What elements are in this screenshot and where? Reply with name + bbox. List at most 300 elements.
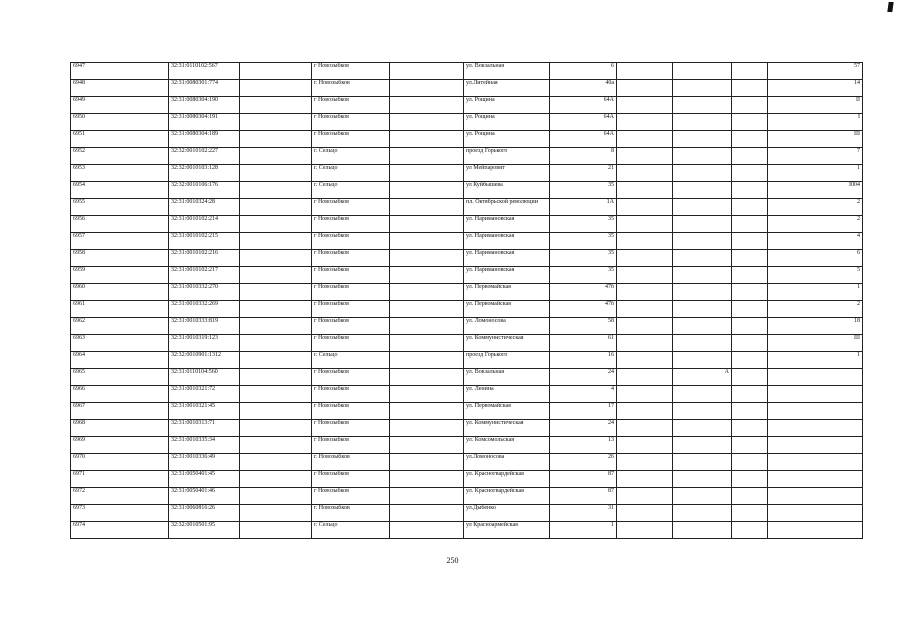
house-number-cell: 35 bbox=[550, 250, 617, 267]
empty-cell bbox=[732, 437, 768, 454]
street-cell: ул. Коммунистическая bbox=[464, 420, 550, 437]
row-number-cell: 6966 bbox=[71, 386, 169, 403]
empty-cell bbox=[617, 131, 673, 148]
empty-cell bbox=[390, 522, 464, 539]
empty-cell bbox=[390, 301, 464, 318]
city-cell: г. Сельцо bbox=[312, 352, 390, 369]
street-cell: ул. Комсомольская bbox=[464, 437, 550, 454]
empty-cell bbox=[390, 318, 464, 335]
house-letter-cell bbox=[673, 216, 732, 233]
empty-cell bbox=[732, 233, 768, 250]
empty-cell bbox=[390, 182, 464, 199]
house-number-cell: 24 bbox=[550, 369, 617, 386]
empty-cell bbox=[732, 420, 768, 437]
city-cell: г Новозыбков bbox=[312, 386, 390, 403]
empty-cell bbox=[240, 301, 312, 318]
house-number-cell: 35 bbox=[550, 233, 617, 250]
house-letter-cell bbox=[673, 403, 732, 420]
apartment-number-cell bbox=[768, 522, 863, 539]
empty-cell bbox=[732, 250, 768, 267]
empty-cell bbox=[617, 301, 673, 318]
row-number-cell: 6968 bbox=[71, 420, 169, 437]
house-number-cell: 87 bbox=[550, 488, 617, 505]
empty-cell bbox=[240, 80, 312, 97]
house-number-cell: 24 bbox=[550, 420, 617, 437]
table-row bbox=[71, 437, 863, 454]
city-cell: г Новозыбков bbox=[312, 284, 390, 301]
empty-cell bbox=[240, 488, 312, 505]
table-row bbox=[71, 131, 863, 148]
street-cell: ул. Коммунистическая bbox=[464, 335, 550, 352]
empty-cell bbox=[240, 250, 312, 267]
house-letter-cell bbox=[673, 386, 732, 403]
street-cell: ул.Ломоносова bbox=[464, 454, 550, 471]
street-cell: ул. Наримановская bbox=[464, 216, 550, 233]
empty-cell bbox=[617, 233, 673, 250]
row-number-cell: 6972 bbox=[71, 488, 169, 505]
street-cell: ул. Вокзальная bbox=[464, 369, 550, 386]
empty-cell bbox=[732, 403, 768, 420]
house-letter-cell bbox=[673, 250, 732, 267]
empty-cell bbox=[390, 284, 464, 301]
cadastral-number-cell: 32:31:0010335:34 bbox=[169, 437, 240, 454]
empty-cell bbox=[732, 216, 768, 233]
cadastral-number-cell: 32:31:0050401:46 bbox=[169, 488, 240, 505]
table-row bbox=[71, 216, 863, 233]
empty-cell bbox=[240, 437, 312, 454]
house-letter-cell bbox=[673, 471, 732, 488]
cadastral-number-cell: 32:31:0110104:560 bbox=[169, 369, 240, 386]
apartment-number-cell bbox=[768, 437, 863, 454]
empty-cell bbox=[390, 233, 464, 250]
apartment-number-cell: 57 bbox=[768, 63, 863, 80]
city-cell: г. Сельцо bbox=[312, 522, 390, 539]
empty-cell bbox=[617, 403, 673, 420]
table-row bbox=[71, 488, 863, 505]
street-cell: ул. Красногвардейская bbox=[464, 488, 550, 505]
empty-cell bbox=[617, 199, 673, 216]
empty-cell bbox=[390, 63, 464, 80]
house-letter-cell bbox=[673, 148, 732, 165]
house-number-cell: 64А bbox=[550, 114, 617, 131]
city-cell: г. Сельцо bbox=[312, 148, 390, 165]
empty-cell bbox=[390, 488, 464, 505]
city-cell: г Новозыбков bbox=[312, 301, 390, 318]
house-number-cell: 47б bbox=[550, 284, 617, 301]
empty-cell bbox=[617, 182, 673, 199]
cadastral-number-cell: 32:32:0010106:176 bbox=[169, 182, 240, 199]
house-number-cell: 64А bbox=[550, 131, 617, 148]
street-cell: ул. Ломоносова bbox=[464, 318, 550, 335]
table-row bbox=[71, 233, 863, 250]
house-number-cell: 31 bbox=[550, 505, 617, 522]
empty-cell bbox=[390, 165, 464, 182]
registry-body bbox=[71, 63, 863, 539]
cadastral-number-cell: 32:32:0010102:227 bbox=[169, 148, 240, 165]
cadastral-number-cell: 32:31:0050401:45 bbox=[169, 471, 240, 488]
table-row bbox=[71, 335, 863, 352]
empty-cell bbox=[390, 216, 464, 233]
apartment-number-cell: 1 bbox=[768, 284, 863, 301]
empty-cell bbox=[732, 335, 768, 352]
street-cell: ул. Наримановская bbox=[464, 267, 550, 284]
empty-cell bbox=[240, 505, 312, 522]
street-cell: пл. Октябрьской революции bbox=[464, 199, 550, 216]
apartment-number-cell bbox=[768, 505, 863, 522]
apartment-number-cell bbox=[768, 488, 863, 505]
cadastral-number-cell: 32:31:0110102:567 bbox=[169, 63, 240, 80]
street-cell: ул. Рощина bbox=[464, 131, 550, 148]
empty-cell bbox=[732, 522, 768, 539]
empty-cell bbox=[390, 250, 464, 267]
cadastral-number-cell: 32:31:0010102:216 bbox=[169, 250, 240, 267]
table-row bbox=[71, 454, 863, 471]
house-letter-cell bbox=[673, 97, 732, 114]
house-number-cell: 16 bbox=[550, 352, 617, 369]
empty-cell bbox=[732, 182, 768, 199]
empty-cell bbox=[390, 267, 464, 284]
house-letter-cell bbox=[673, 488, 732, 505]
empty-cell bbox=[732, 63, 768, 80]
house-number-cell: 4 bbox=[550, 386, 617, 403]
house-number-cell: 40а bbox=[550, 80, 617, 97]
city-cell: г Новозыбков bbox=[312, 250, 390, 267]
empty-cell bbox=[617, 250, 673, 267]
cadastral-number-cell: 32:31:0080304:190 bbox=[169, 97, 240, 114]
street-cell: ул. Вокзальная bbox=[464, 63, 550, 80]
cadastral-number-cell: 32:32:0010103:128 bbox=[169, 165, 240, 182]
empty-cell bbox=[390, 420, 464, 437]
table-row bbox=[71, 114, 863, 131]
apartment-number-cell bbox=[768, 386, 863, 403]
empty-cell bbox=[617, 318, 673, 335]
city-cell: г Новозыбков bbox=[312, 63, 390, 80]
empty-cell bbox=[617, 80, 673, 97]
empty-cell bbox=[732, 97, 768, 114]
apartment-number-cell bbox=[768, 369, 863, 386]
empty-cell bbox=[732, 80, 768, 97]
empty-cell bbox=[240, 318, 312, 335]
house-number-cell: 35 bbox=[550, 182, 617, 199]
street-cell: ул Куйбышева bbox=[464, 182, 550, 199]
empty-cell bbox=[617, 369, 673, 386]
apartment-number-cell: 2 bbox=[768, 199, 863, 216]
empty-cell bbox=[390, 148, 464, 165]
house-letter-cell bbox=[673, 199, 732, 216]
house-letter-cell bbox=[673, 505, 732, 522]
row-number-cell: 6961 bbox=[71, 301, 169, 318]
table-row bbox=[71, 505, 863, 522]
table-row bbox=[71, 301, 863, 318]
row-number-cell: 6948 bbox=[71, 80, 169, 97]
row-number-cell: 6973 bbox=[71, 505, 169, 522]
cadastral-number-cell: 32:31:0080301:774 bbox=[169, 80, 240, 97]
city-cell: г Новозыбков bbox=[312, 318, 390, 335]
house-letter-cell bbox=[673, 454, 732, 471]
empty-cell bbox=[390, 386, 464, 403]
empty-cell bbox=[617, 114, 673, 131]
house-letter-cell bbox=[673, 301, 732, 318]
apartment-number-cell: III bbox=[768, 335, 863, 352]
apartment-number-cell bbox=[768, 454, 863, 471]
apartment-number-cell: II bbox=[768, 97, 863, 114]
apartment-number-cell: 18 bbox=[768, 318, 863, 335]
row-number-cell: 6959 bbox=[71, 267, 169, 284]
empty-cell bbox=[240, 352, 312, 369]
empty-cell bbox=[732, 301, 768, 318]
apartment-number-cell: I bbox=[768, 114, 863, 131]
row-number-cell: 6969 bbox=[71, 437, 169, 454]
house-number-cell: 47б bbox=[550, 301, 617, 318]
house-letter-cell: А bbox=[673, 369, 732, 386]
empty-cell bbox=[617, 522, 673, 539]
house-number-cell: 21 bbox=[550, 165, 617, 182]
empty-cell bbox=[240, 386, 312, 403]
house-letter-cell bbox=[673, 131, 732, 148]
table-row bbox=[71, 148, 863, 165]
city-cell: г Новозыбков bbox=[312, 131, 390, 148]
cadastral-number-cell: 32:31:0010336:49 bbox=[169, 454, 240, 471]
street-cell: ул. Красногвардейская bbox=[464, 471, 550, 488]
empty-cell bbox=[617, 148, 673, 165]
empty-cell bbox=[240, 148, 312, 165]
street-cell: ул Мейпаровит bbox=[464, 165, 550, 182]
city-cell: г Новозыбков bbox=[312, 233, 390, 250]
street-cell: ул Красноармейская bbox=[464, 522, 550, 539]
house-number-cell: 58 bbox=[550, 318, 617, 335]
city-cell: г Новозыбков bbox=[312, 335, 390, 352]
empty-cell bbox=[240, 522, 312, 539]
street-cell: ул. Наримановская bbox=[464, 233, 550, 250]
city-cell: г Новозыбков bbox=[312, 437, 390, 454]
empty-cell bbox=[240, 131, 312, 148]
table-row bbox=[71, 352, 863, 369]
row-number-cell: 6974 bbox=[71, 522, 169, 539]
empty-cell bbox=[732, 284, 768, 301]
row-number-cell: 6952 bbox=[71, 148, 169, 165]
apartment-number-cell: 2 bbox=[768, 216, 863, 233]
house-letter-cell bbox=[673, 165, 732, 182]
empty-cell bbox=[732, 352, 768, 369]
table-row bbox=[71, 80, 863, 97]
street-cell: ул. Ленина bbox=[464, 386, 550, 403]
row-number-cell: 6964 bbox=[71, 352, 169, 369]
table-row bbox=[71, 199, 863, 216]
empty-cell bbox=[732, 505, 768, 522]
empty-cell bbox=[240, 471, 312, 488]
city-cell: г. Новозыбков bbox=[312, 505, 390, 522]
house-number-cell: 8 bbox=[550, 148, 617, 165]
empty-cell bbox=[240, 182, 312, 199]
house-number-cell: 35 bbox=[550, 216, 617, 233]
empty-cell bbox=[732, 369, 768, 386]
empty-cell bbox=[240, 403, 312, 420]
cadastral-number-cell: 32:31:0080304:191 bbox=[169, 114, 240, 131]
row-number-cell: 6963 bbox=[71, 335, 169, 352]
row-number-cell: 6960 bbox=[71, 284, 169, 301]
empty-cell bbox=[617, 488, 673, 505]
apartment-number-cell: 2 bbox=[768, 301, 863, 318]
empty-cell bbox=[617, 165, 673, 182]
empty-cell bbox=[732, 318, 768, 335]
street-cell: проезд Горького bbox=[464, 148, 550, 165]
empty-cell bbox=[240, 233, 312, 250]
empty-cell bbox=[732, 131, 768, 148]
cadastral-number-cell: 32:31:0010102:214 bbox=[169, 216, 240, 233]
apartment-number-cell bbox=[768, 420, 863, 437]
empty-cell bbox=[732, 148, 768, 165]
street-cell: ул. Первомайская bbox=[464, 403, 550, 420]
cadastral-number-cell: 32:31:0010332:269 bbox=[169, 301, 240, 318]
apartment-number-cell: III bbox=[768, 131, 863, 148]
city-cell: г Новозыбков bbox=[312, 403, 390, 420]
row-number-cell: 6953 bbox=[71, 165, 169, 182]
empty-cell bbox=[240, 284, 312, 301]
cadastral-number-cell: 32:31:0010102:215 bbox=[169, 233, 240, 250]
city-cell: г Новозыбков bbox=[312, 420, 390, 437]
city-cell: г Новозыбков bbox=[312, 97, 390, 114]
empty-cell bbox=[732, 454, 768, 471]
house-number-cell: 26 bbox=[550, 454, 617, 471]
cadastral-number-cell: 32:31:0010324:28 bbox=[169, 199, 240, 216]
row-number-cell: 6956 bbox=[71, 216, 169, 233]
table-row bbox=[71, 284, 863, 301]
scan-corner-mark bbox=[887, 2, 893, 12]
empty-cell bbox=[617, 335, 673, 352]
city-cell: г Новозыбков bbox=[312, 114, 390, 131]
empty-cell bbox=[240, 267, 312, 284]
street-cell: ул. Рощина bbox=[464, 97, 550, 114]
empty-cell bbox=[617, 267, 673, 284]
registry-table bbox=[70, 62, 863, 539]
cadastral-number-cell: 32:31:0010102:217 bbox=[169, 267, 240, 284]
house-letter-cell bbox=[673, 63, 732, 80]
apartment-number-cell bbox=[768, 471, 863, 488]
row-number-cell: 6949 bbox=[71, 97, 169, 114]
table-row bbox=[71, 97, 863, 114]
city-cell: г. Новозыбков bbox=[312, 454, 390, 471]
row-number-cell: 6971 bbox=[71, 471, 169, 488]
street-cell: ул.Дыбенко bbox=[464, 505, 550, 522]
table-row bbox=[71, 63, 863, 80]
empty-cell bbox=[390, 114, 464, 131]
empty-cell bbox=[240, 454, 312, 471]
empty-cell bbox=[617, 437, 673, 454]
apartment-number-cell: 6 bbox=[768, 250, 863, 267]
cadastral-number-cell: 32:31:0010321:45 bbox=[169, 403, 240, 420]
house-letter-cell bbox=[673, 80, 732, 97]
house-letter-cell bbox=[673, 522, 732, 539]
cadastral-number-cell: 32:32:0010501:95 bbox=[169, 522, 240, 539]
cadastral-number-cell: 32:32:0010901:1312 bbox=[169, 352, 240, 369]
empty-cell bbox=[732, 165, 768, 182]
empty-cell bbox=[390, 454, 464, 471]
city-cell: г Новозыбков bbox=[312, 267, 390, 284]
empty-cell bbox=[240, 97, 312, 114]
city-cell: г Новозыбков bbox=[312, 216, 390, 233]
house-letter-cell bbox=[673, 267, 732, 284]
empty-cell bbox=[732, 471, 768, 488]
table-row bbox=[71, 182, 863, 199]
table-row bbox=[71, 165, 863, 182]
empty-cell bbox=[732, 488, 768, 505]
table-row bbox=[71, 369, 863, 386]
empty-cell bbox=[617, 63, 673, 80]
empty-cell bbox=[240, 199, 312, 216]
city-cell: г Новозыбков bbox=[312, 488, 390, 505]
house-number-cell: 87 bbox=[550, 471, 617, 488]
empty-cell bbox=[732, 199, 768, 216]
street-cell: ул. Первомайская bbox=[464, 284, 550, 301]
house-letter-cell bbox=[673, 114, 732, 131]
apartment-number-cell: 7 bbox=[768, 148, 863, 165]
empty-cell bbox=[240, 114, 312, 131]
cadastral-number-cell: 32:31:0010332:270 bbox=[169, 284, 240, 301]
row-number-cell: 6950 bbox=[71, 114, 169, 131]
row-number-cell: 6954 bbox=[71, 182, 169, 199]
cadastral-number-cell: 32:31:0080304:189 bbox=[169, 131, 240, 148]
empty-cell bbox=[617, 97, 673, 114]
table-row bbox=[71, 250, 863, 267]
empty-cell bbox=[240, 165, 312, 182]
empty-cell bbox=[240, 369, 312, 386]
house-letter-cell bbox=[673, 318, 732, 335]
empty-cell bbox=[240, 216, 312, 233]
empty-cell bbox=[732, 267, 768, 284]
row-number-cell: 6947 bbox=[71, 63, 169, 80]
row-number-cell: 6970 bbox=[71, 454, 169, 471]
empty-cell bbox=[390, 352, 464, 369]
city-cell: г Новозыбков bbox=[312, 471, 390, 488]
table-row bbox=[71, 267, 863, 284]
apartment-number-cell: I004 bbox=[768, 182, 863, 199]
empty-cell bbox=[617, 386, 673, 403]
table-row bbox=[71, 403, 863, 420]
street-cell: проезд Горького bbox=[464, 352, 550, 369]
apartment-number-cell: 14 bbox=[768, 80, 863, 97]
table-row bbox=[71, 318, 863, 335]
apartment-number-cell: 5 bbox=[768, 267, 863, 284]
empty-cell bbox=[390, 471, 464, 488]
empty-cell bbox=[617, 505, 673, 522]
empty-cell bbox=[390, 437, 464, 454]
row-number-cell: 6951 bbox=[71, 131, 169, 148]
house-letter-cell bbox=[673, 233, 732, 250]
house-letter-cell bbox=[673, 335, 732, 352]
cadastral-number-cell: 32:31:0010313:71 bbox=[169, 420, 240, 437]
empty-cell bbox=[617, 352, 673, 369]
house-number-cell: 6 bbox=[550, 63, 617, 80]
house-number-cell: 64А bbox=[550, 97, 617, 114]
empty-cell bbox=[240, 420, 312, 437]
empty-cell bbox=[732, 114, 768, 131]
house-number-cell: 35 bbox=[550, 267, 617, 284]
empty-cell bbox=[617, 454, 673, 471]
empty-cell bbox=[390, 199, 464, 216]
house-number-cell: 1 bbox=[550, 522, 617, 539]
apartment-number-cell: 1 bbox=[768, 165, 863, 182]
empty-cell bbox=[390, 97, 464, 114]
empty-cell bbox=[240, 335, 312, 352]
house-letter-cell bbox=[673, 284, 732, 301]
empty-cell bbox=[617, 471, 673, 488]
city-cell: г Новозыбков bbox=[312, 369, 390, 386]
table-row bbox=[71, 471, 863, 488]
cadastral-number-cell: 32:31:0060816:26 bbox=[169, 505, 240, 522]
house-letter-cell bbox=[673, 437, 732, 454]
empty-cell bbox=[390, 369, 464, 386]
city-cell: г. Сельцо bbox=[312, 165, 390, 182]
